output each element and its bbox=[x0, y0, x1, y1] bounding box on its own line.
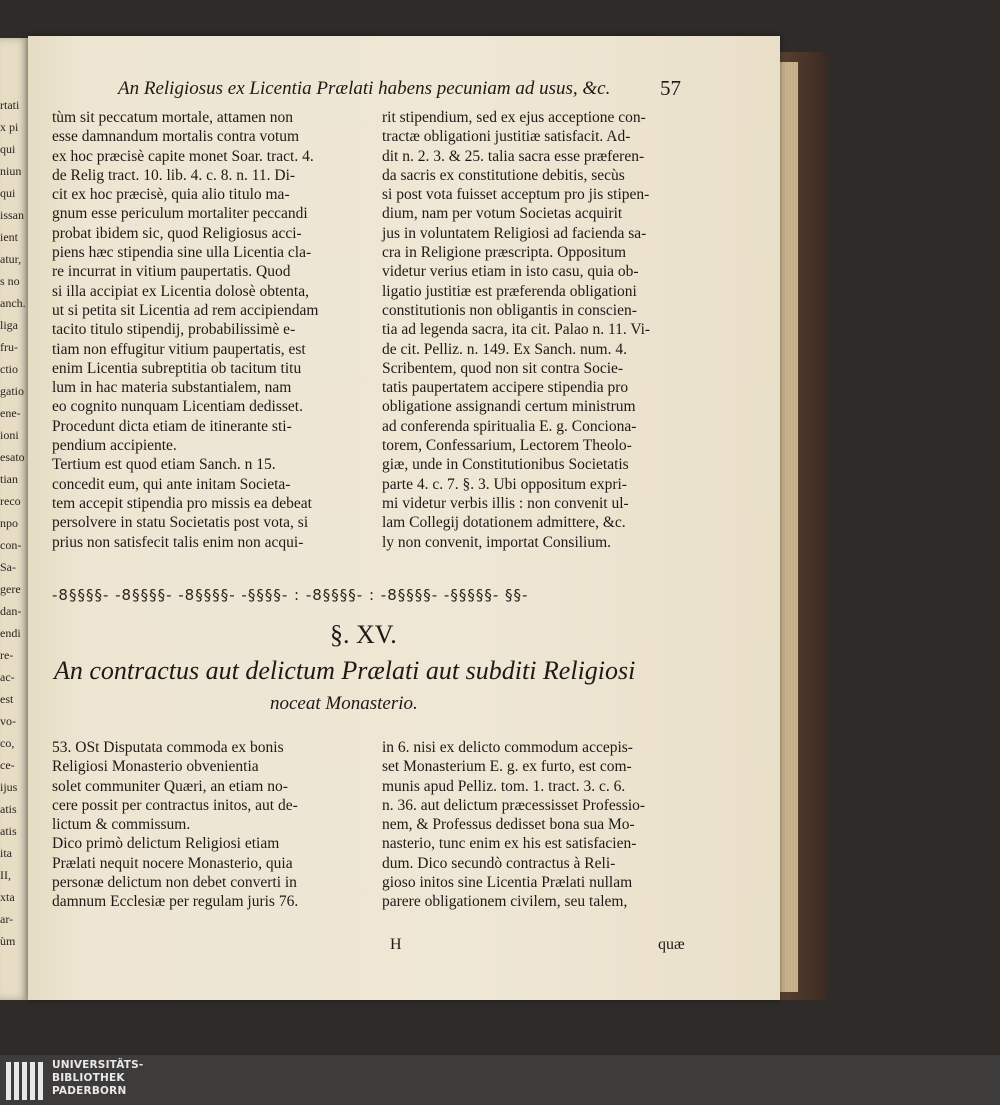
text-line: tia ad legenda sacra, ita cit. Palao n. 11. Vi- bbox=[382, 321, 651, 339]
left-page-text-fragment: ùm bbox=[0, 934, 16, 948]
left-page-text-fragment: vo- bbox=[0, 714, 16, 728]
text-line: lictum & commissum. bbox=[52, 816, 191, 834]
text-line: ly non convenit, importat Consilium. bbox=[382, 533, 612, 551]
left-page-text-fragment: ita bbox=[0, 846, 12, 860]
left-page-text-fragment: atis bbox=[0, 802, 17, 816]
text-line: constitutionis non obligantis in conscien- bbox=[382, 301, 637, 319]
text-line: ex hoc præcisè capite monet Soar. tract. 4. bbox=[52, 147, 314, 165]
text-line: cit ex hoc præcisè, quia alio titulo ma- bbox=[52, 186, 290, 204]
left-page-text-fragment: II, bbox=[0, 868, 11, 882]
text-line: si illa accipiat ex Licentia dolosè obtenta, bbox=[52, 282, 309, 300]
left-page-text-fragment: Sa- bbox=[0, 560, 16, 574]
text-line: 53. OSt Disputata commoda ex bonis bbox=[52, 739, 284, 756]
text-line: munis apud Pelliz. tom. 1. tract. 3. c. 6. bbox=[382, 777, 626, 795]
text-line: set Monasterium E. g. ex furto, est com- bbox=[382, 758, 632, 776]
text-line: tiam non effugitur vitium paupertatis, est bbox=[52, 340, 306, 358]
text-line: lum in hac materia substantialem, nam bbox=[52, 379, 292, 397]
text-line: gioso initos sine Licentia Prælati nullam bbox=[382, 874, 633, 892]
left-page-text-fragment: reco bbox=[0, 494, 21, 508]
text-line: rit stipendium, sed ex ejus acceptione con- bbox=[382, 109, 646, 126]
text-line: videtur verius etiam in isto casu, quia ob- bbox=[382, 263, 639, 281]
left-page-text-fragment: fru- bbox=[0, 340, 18, 354]
section-title-line2: noceat Monasterio. bbox=[270, 693, 418, 714]
text-line: jus in voluntatem Religiosi ad facienda sa- bbox=[382, 224, 647, 242]
text-line: Scribentem, quod non sit contra Socie- bbox=[382, 359, 624, 377]
text-line: re incurrat in vitium paupertatis. Quod bbox=[52, 263, 291, 281]
logo-text-line2: BIBLIOTHEK bbox=[52, 1072, 125, 1084]
text-line: dium, nam per votum Societas acquirit bbox=[382, 205, 623, 223]
left-page-text-fragment: gatio bbox=[0, 384, 24, 398]
left-page-text-fragment: niun bbox=[0, 164, 22, 178]
left-page-text-fragment: ar- bbox=[0, 912, 14, 926]
text-line: tatis paupertatem accipere stipendia pro bbox=[382, 379, 629, 397]
text-line: parte 4. c. 7. §. 3. Ubi oppositum expri- bbox=[382, 475, 627, 493]
left-page-text-fragment: x pi bbox=[0, 120, 19, 134]
left-page-text-fragment: qui bbox=[0, 186, 16, 200]
ornamental-divider: -8§§§§- -8§§§§- -8§§§§- -§§§§- : -8§§§§- : -8§§§§- -§§§§§- §§- bbox=[52, 586, 529, 604]
text-line: torem, Confessarium, Lectorem Theolo- bbox=[382, 437, 632, 455]
library-logo-icon bbox=[6, 1062, 44, 1100]
text-line: ligatio justitiæ est præferenda obligationi bbox=[382, 282, 637, 300]
left-page-text-fragment: s no bbox=[0, 274, 20, 288]
left-page-fragment bbox=[0, 38, 30, 1000]
text-line: probat ibidem sic, quod Religiosus acci- bbox=[52, 224, 302, 242]
text-line: gnum esse periculum mortaliter peccandi bbox=[52, 205, 308, 223]
logo-text-line1: UNIVERSITÄTS- bbox=[52, 1059, 144, 1071]
text-line: n. 36. aut delictum præcessisset Professio- bbox=[382, 796, 646, 814]
text-line: esse damnandum mortalis contra votum bbox=[52, 128, 300, 146]
text-line: Religiosi Monasterio obvenientia bbox=[52, 758, 259, 776]
text-line: tem accepit stipendia pro missis ea debeat bbox=[52, 494, 312, 512]
page-number: 57 bbox=[660, 76, 681, 100]
text-line: dit n. 2. 3. & 25. talia sacra esse præferen- bbox=[382, 147, 645, 165]
text-line: personæ delictum non debet converti in bbox=[52, 874, 297, 892]
text-line: enim Licentia subreptitia ob tacitum titu bbox=[52, 359, 302, 377]
left-page-text-fragment: ene- bbox=[0, 406, 21, 420]
section-number: §. XV. bbox=[330, 620, 397, 649]
text-line: Prælati nequit nocere Monasterio, quia bbox=[52, 854, 293, 872]
column-left-bottom bbox=[52, 738, 360, 912]
text-line: nem, & Professus dedisset bona sua Mo- bbox=[382, 816, 635, 834]
text-line: obligatione assignandi certum ministrum bbox=[382, 398, 636, 416]
text-line: prius non satisfecit talis enim non acqui- bbox=[52, 533, 304, 551]
book-page bbox=[28, 36, 780, 1000]
left-page-text-fragment: npo bbox=[0, 516, 18, 530]
section-title: An contractus aut delictum Prælati aut subditi Religiosi bbox=[54, 656, 636, 685]
text-line: in 6. nisi ex delicto commodum accepis- bbox=[382, 739, 633, 756]
column-right-top bbox=[382, 108, 702, 552]
left-page-text-fragment: con- bbox=[0, 538, 22, 552]
logo-text-line3: PADERBORN bbox=[52, 1085, 127, 1097]
left-page-text-fragment: endi bbox=[0, 626, 21, 640]
left-page-text-fragment: ac- bbox=[0, 670, 15, 684]
left-page-text-fragment: gere bbox=[0, 582, 21, 596]
running-title: An Religiosus ex Licentia Prælati habens pecuniam ad usus, &c. bbox=[118, 78, 611, 99]
left-page-text-fragment: re- bbox=[0, 648, 14, 662]
text-line: Tertium est quod etiam Sanch. n 15. bbox=[52, 456, 276, 474]
left-page-text-fragment: ijus bbox=[0, 780, 18, 794]
text-line: eo cognito nunquam Licentiam dedisset. bbox=[52, 398, 303, 416]
signature-mark: H bbox=[390, 936, 402, 953]
text-line: parere obligationem civilem, seu talem, bbox=[382, 893, 628, 911]
text-line: de Relig tract. 10. lib. 4. c. 8. n. 11. Di- bbox=[52, 166, 296, 184]
left-page-text-fragment: dan- bbox=[0, 604, 22, 618]
text-line: da sacris ex constitutione debitis, secùs bbox=[382, 166, 625, 184]
text-line: dum. Dico secundò contractus à Reli- bbox=[382, 854, 616, 872]
text-line: persolvere in statu Societatis post vota, si bbox=[52, 514, 309, 532]
text-line: giæ, unde in Constitutionibus Societatis bbox=[382, 456, 629, 474]
left-page-text-fragment: est bbox=[0, 692, 14, 706]
left-page-text-fragment: esato bbox=[0, 450, 25, 464]
text-line: solet communiter Quæri, an etiam no- bbox=[52, 777, 288, 795]
left-page-text-fragment: ioni bbox=[0, 428, 19, 442]
text-line: tùm sit peccatum mortale, attamen non bbox=[52, 109, 294, 126]
text-line: Procedunt dicta etiam de itinerante sti- bbox=[52, 417, 292, 435]
left-page-text-fragment: anch. bbox=[0, 296, 26, 310]
text-line: de cit. Pelliz. n. 149. Ex Sanch. num. 4. bbox=[382, 340, 627, 358]
left-page-text-fragment: ce- bbox=[0, 758, 15, 772]
left-page-text-fragment: atur, bbox=[0, 252, 22, 266]
text-line: ad conferenda spiritualia E. g. Conciona- bbox=[382, 417, 637, 435]
left-page-text-fragment: qui bbox=[0, 142, 16, 156]
footer-bar bbox=[0, 1055, 1000, 1105]
column-left-top bbox=[52, 108, 360, 552]
column-right-bottom bbox=[382, 738, 702, 912]
catchword: quæ bbox=[658, 936, 685, 953]
text-line: nasterio, tunc enim ex his est satisfacien- bbox=[382, 835, 637, 853]
text-line: tractæ obligationi justitiæ satisfacit. Ad- bbox=[382, 128, 631, 146]
text-line: piens hæc stipendia sine ulla Licentia cla- bbox=[52, 244, 312, 262]
left-page-text-fragment: xta bbox=[0, 890, 15, 904]
text-line: cra in Religione præscripta. Oppositum bbox=[382, 244, 627, 262]
left-page-text-fragment: issan bbox=[0, 208, 24, 222]
text-line: tacito titulo stipendij, probabilissimè e- bbox=[52, 321, 296, 339]
left-page-text-fragment: liga bbox=[0, 318, 18, 332]
left-page-text-fragment: co, bbox=[0, 736, 15, 750]
text-line: ut si petita sit Licentia ad rem accipiendam bbox=[52, 301, 319, 319]
text-line: mi videtur verbis illis : non convenit ul- bbox=[382, 494, 629, 512]
text-line: cere possit per contractus initos, aut de- bbox=[52, 796, 298, 814]
left-page-text-fragment: atis bbox=[0, 824, 17, 838]
text-line: si post vota fuisset acceptum pro jis stipen- bbox=[382, 186, 650, 204]
text-line: lam Collegij dotationem admittere, &c. bbox=[382, 514, 626, 532]
text-line: concedit eum, qui ante initam Societa- bbox=[52, 475, 291, 493]
left-page-text-fragment: tian bbox=[0, 472, 18, 486]
text-line: damnum Ecclesiæ per regulam juris 76. bbox=[52, 893, 299, 911]
left-page-text-fragment: ient bbox=[0, 230, 18, 244]
text-line: pendium accipiente. bbox=[52, 437, 177, 455]
left-page-text-fragment: ctio bbox=[0, 362, 18, 376]
text-line: Dico primò delictum Religiosi etiam bbox=[52, 835, 280, 853]
left-page-text-fragment: rtati bbox=[0, 98, 20, 112]
